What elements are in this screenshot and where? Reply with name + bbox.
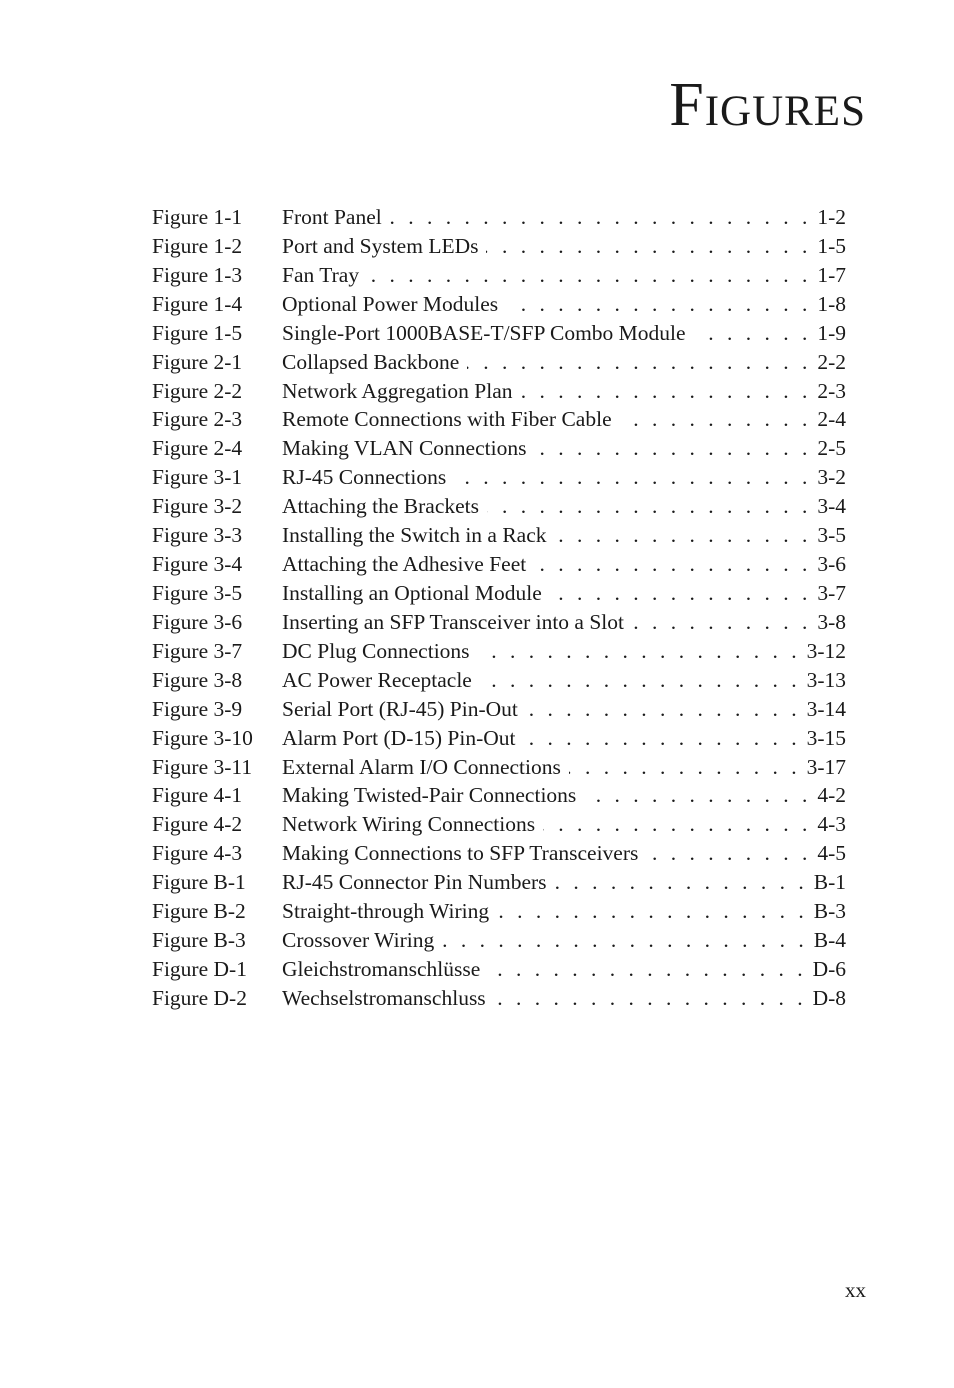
figure-label: Figure 3-5	[152, 580, 243, 605]
figure-label: Figure 3-8	[152, 667, 243, 692]
figure-label: Figure 4-2	[152, 812, 243, 837]
toc-entry[interactable]	[152, 377, 846, 406]
figure-label: Figure 1-1	[152, 205, 243, 229]
figure-label: Figure 2-2	[152, 378, 243, 403]
toc-entry[interactable]	[152, 319, 846, 348]
figure-page-number: 2-2	[817, 349, 846, 374]
figure-page-number: 3-14	[806, 696, 846, 721]
figure-page-number: 1-2	[817, 205, 846, 229]
figure-title: Inserting an SFP Transceiver into a Slot	[282, 609, 625, 634]
figure-title-line	[282, 521, 811, 550]
figure-label: Figure 1-4	[152, 291, 243, 316]
figure-title: RJ-45 Connector Pin Numbers	[282, 870, 547, 895]
dot-leader	[632, 608, 811, 637]
figure-title: Front Panel	[282, 205, 382, 229]
toc-entry[interactable]	[152, 724, 846, 753]
figure-page-number: 1-9	[817, 320, 846, 345]
figure-label: Figure 3-4	[152, 552, 243, 577]
figure-page-number: 1-5	[817, 233, 846, 258]
figure-title: Port and System LEDs	[282, 233, 479, 258]
figure-title: External Alarm I/O Connections	[282, 754, 561, 779]
toc-entry[interactable]	[152, 810, 846, 839]
toc-entry[interactable]	[152, 753, 846, 782]
toc-entry[interactable]	[152, 868, 846, 897]
figure-label: Figure 3-6	[152, 609, 243, 634]
dot-leader	[534, 434, 811, 463]
toc-entry[interactable]	[152, 695, 846, 724]
figure-page-number: 4-5	[817, 841, 846, 866]
dot-leader	[480, 666, 801, 695]
figure-page-number: 3-6	[817, 552, 846, 577]
figure-title-line	[282, 984, 807, 1013]
figure-title: Gleichstromanschlüsse	[282, 956, 481, 981]
figure-label: Figure 2-3	[152, 407, 243, 432]
figure-title-line	[282, 810, 811, 839]
toc-entry[interactable]	[152, 666, 846, 695]
figure-title-line	[282, 290, 811, 319]
figure-label: Figure 3-1	[152, 465, 243, 490]
figure-label: Figure B-2	[152, 899, 246, 924]
toc-entry[interactable]	[152, 405, 846, 434]
figure-label: Figure 4-3	[152, 841, 243, 866]
toc-entry[interactable]	[152, 550, 846, 579]
toc-entry[interactable]	[152, 984, 846, 1013]
figure-label: Figure 3-7	[152, 638, 243, 663]
figure-title: Optional Power Modules	[282, 291, 499, 316]
figure-page-number: 4-3	[817, 812, 846, 837]
figure-label: Figure 3-3	[152, 523, 243, 548]
figure-title: Fan Tray	[282, 262, 360, 287]
dot-leader	[555, 521, 812, 550]
dot-leader	[494, 984, 807, 1013]
figure-title: Network Wiring Connections	[282, 812, 536, 837]
figure-title: Remote Connections with Fiber Cable	[282, 407, 612, 432]
figure-title-line	[282, 753, 801, 782]
figure-label: Figure 3-9	[152, 696, 243, 721]
figure-page-number: 2-5	[817, 436, 846, 461]
figure-title-line	[282, 232, 811, 261]
figure-page-number: B-1	[813, 870, 846, 895]
toc-entry[interactable]	[152, 781, 846, 810]
figure-title: Alarm Port (D-15) Pin-Out	[282, 725, 516, 750]
dot-leader	[524, 724, 801, 753]
figure-title-line	[282, 724, 801, 753]
figure-title-line	[282, 434, 811, 463]
dot-leader	[694, 319, 812, 348]
dot-leader	[367, 261, 811, 290]
figure-title: Attaching the Brackets	[282, 494, 480, 519]
figure-title-line	[282, 868, 808, 897]
dot-leader	[486, 232, 811, 261]
figure-title: Straight-through Wiring	[282, 899, 490, 924]
figure-title-line	[282, 608, 811, 637]
figure-title-line	[282, 348, 811, 377]
dot-leader	[569, 753, 801, 782]
figure-label: Figure B-1	[152, 870, 246, 895]
figure-label: Figure 4-1	[152, 783, 243, 808]
figure-page-number: 3-2	[817, 465, 846, 490]
figure-page-number: 3-12	[806, 638, 846, 663]
toc-entry[interactable]	[152, 261, 846, 290]
dot-leader	[620, 405, 812, 434]
figure-page-number: 3-15	[806, 725, 846, 750]
figure-title-line	[282, 203, 811, 232]
figure-title: AC Power Receptacle	[282, 667, 472, 692]
figure-title-line	[282, 550, 811, 579]
figure-page-number: 4-2	[817, 783, 846, 808]
toc-entry[interactable]	[152, 579, 846, 608]
figure-title-line	[282, 897, 808, 926]
dot-leader	[555, 868, 808, 897]
dot-leader	[506, 290, 811, 319]
dot-leader	[390, 203, 812, 232]
figure-label: Figure 1-2	[152, 233, 243, 258]
toc-entry[interactable]	[152, 232, 846, 261]
figure-label: Figure B-3	[152, 928, 246, 953]
dot-leader	[646, 839, 811, 868]
figure-title-line	[282, 492, 811, 521]
figure-title-line	[282, 637, 801, 666]
dot-leader	[526, 695, 801, 724]
figure-label: Figure D-2	[152, 985, 247, 1010]
figure-label: Figure 2-1	[152, 349, 243, 374]
figure-title: Serial Port (RJ-45) Pin-Out	[282, 696, 518, 721]
toc-entry[interactable]	[152, 955, 846, 984]
figure-title: Network Aggregation Plan	[282, 378, 513, 403]
toc-entry[interactable]	[152, 521, 846, 550]
toc-entry[interactable]	[152, 897, 846, 926]
figure-title: Collapsed Backbone	[282, 349, 460, 374]
toc-entry[interactable]	[152, 637, 846, 666]
figure-title-line	[282, 781, 811, 810]
figure-page-number: 3-17	[806, 754, 846, 779]
figure-page-number: 3-4	[817, 494, 846, 519]
figure-title: DC Plug Connections	[282, 638, 470, 663]
figure-label: Figure 2-4	[152, 436, 243, 461]
figure-title-line	[282, 579, 811, 608]
figure-title: Making Twisted-Pair Connections	[282, 783, 577, 808]
toc-entry[interactable]	[152, 839, 846, 868]
page-number: xx	[845, 1278, 866, 1302]
figure-page-number: 1-7	[817, 262, 846, 287]
figure-title-line	[282, 405, 811, 434]
figure-title-line	[282, 377, 811, 406]
figure-title-line	[282, 926, 808, 955]
toc-entry[interactable]	[152, 926, 846, 955]
figure-title: RJ-45 Connections	[282, 465, 447, 490]
dot-leader	[442, 926, 808, 955]
figure-title: Making Connections to SFP Transceivers	[282, 841, 639, 866]
figure-title: Crossover Wiring	[282, 928, 435, 953]
figure-title: Wechselstromanschluss	[282, 985, 486, 1010]
figure-label: Figure 3-11	[152, 754, 253, 779]
figure-title: Attaching the Adhesive Feet	[282, 552, 527, 577]
toc-entry[interactable]	[152, 434, 846, 463]
dot-leader	[550, 579, 812, 608]
figure-page-number: D-8	[812, 985, 846, 1010]
dot-leader	[487, 492, 811, 521]
figure-page-number: 1-8	[817, 291, 846, 316]
toc-entry[interactable]	[152, 348, 846, 377]
dot-leader	[454, 463, 811, 492]
toc-entry[interactable]	[152, 290, 846, 319]
figure-title-line	[282, 666, 801, 695]
figure-label: Figure 1-5	[152, 320, 243, 345]
figure-page-number: 3-7	[817, 580, 846, 605]
dot-leader	[497, 897, 808, 926]
dot-leader	[488, 955, 806, 984]
figure-label: Figure D-1	[152, 956, 247, 981]
dot-leader	[543, 810, 811, 839]
dot-leader	[467, 348, 811, 377]
toc-entry[interactable]	[152, 492, 846, 521]
figure-page-number: 3-5	[817, 523, 846, 548]
dot-leader	[584, 781, 811, 810]
figure-label: Figure 3-2	[152, 494, 243, 519]
figure-label: Figure 1-3	[152, 262, 243, 287]
figure-title-line	[282, 463, 811, 492]
list-of-figures	[152, 203, 846, 1013]
figure-title-line	[282, 261, 811, 290]
dot-leader	[534, 550, 811, 579]
dot-leader	[478, 637, 801, 666]
figure-title-line	[282, 695, 801, 724]
figure-page-number: 2-3	[817, 378, 846, 403]
figure-title: Single-Port 1000BASE-T/SFP Combo Module	[282, 320, 686, 345]
toc-entry[interactable]	[152, 608, 846, 637]
toc-entry[interactable]	[152, 203, 846, 232]
figure-title-line	[282, 319, 811, 348]
figure-title: Installing the Switch in a Rack	[282, 523, 547, 548]
figure-label: Figure 3-10	[152, 725, 253, 750]
figure-page-number: 2-4	[817, 407, 846, 432]
figure-title: Making VLAN Connections	[282, 436, 527, 461]
figure-page-number: D-6	[812, 956, 846, 981]
figure-title-line	[282, 839, 811, 868]
figure-title: Installing an Optional Module	[282, 580, 542, 605]
toc-entry[interactable]	[152, 463, 846, 492]
figure-page-number: B-4	[813, 928, 846, 953]
figure-page-number: 3-8	[817, 609, 846, 634]
page-title: Figures	[669, 71, 866, 139]
figure-page-number: 3-13	[806, 667, 846, 692]
dot-leader	[521, 377, 812, 406]
figure-page-number: B-3	[813, 899, 846, 924]
figure-title-line	[282, 955, 807, 984]
